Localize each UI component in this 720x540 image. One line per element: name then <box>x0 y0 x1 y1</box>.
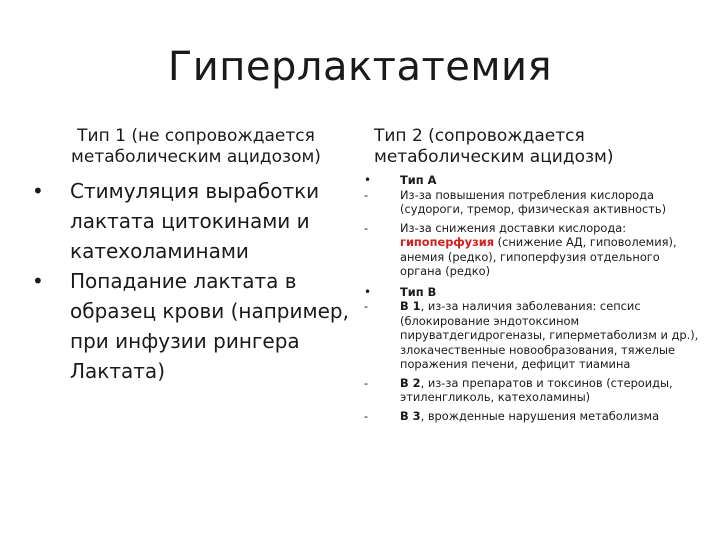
b3-label: В 3 <box>400 408 421 423</box>
dash-icon: - <box>364 408 369 423</box>
b2-description: , из-за препаратов и токсинов (стероиды, этиленгликоль, катехоламины) <box>400 375 673 404</box>
reason-2-suffix: (снижение АД, гиповолемия), анемия (редко), гипоперфузия отдельного органа (редко) <box>400 235 677 278</box>
type-b-label: Тип В <box>400 284 437 299</box>
b1-description: , из-за наличия заболевания: сепсис (блокирование эндотоксином пируватдегидрогеназы, гиперметаболизм и др.), злокачественные новообразования, тяжелые поражения печени, дефицит тиамина <box>400 299 699 371</box>
bullet-icon: • <box>364 173 372 187</box>
dash-icon: - <box>364 220 369 235</box>
reason-2-prefix: Из-за снижения доставки кислорода: <box>400 220 627 235</box>
b3-description: , врожденные нарушения метаболизма <box>420 408 660 423</box>
right-heading-line-1: Тип 2 (сопровождается <box>374 126 585 146</box>
dash-icon: - <box>364 299 369 313</box>
type-a-reason-1: Из-за повышения потребления кислорода (судороги, тремор, физическая активность) <box>400 187 667 216</box>
left-heading-line-2: метаболическим ацидозом) <box>71 147 321 167</box>
type-b1-text <box>400 299 698 371</box>
type-b-sub-item <box>364 376 704 405</box>
left-item-text: Попадание лактата в образец крови (например, при инфузии рингера Лактата) <box>70 269 349 383</box>
right-detail-list <box>364 173 704 423</box>
left-heading-line-1: Тип 1 (не сопровождается <box>77 126 315 146</box>
bullet-icon: • <box>32 269 44 293</box>
hypoperfusion-highlight: гипоперфузия <box>400 235 495 249</box>
type-a-reason-2 <box>400 221 677 279</box>
dash-icon: - <box>364 375 369 390</box>
b2-label: В 2 <box>400 375 421 390</box>
left-list-item <box>32 266 352 386</box>
left-list-item <box>32 176 352 266</box>
type-a-sub-item <box>364 221 704 279</box>
type-b-sub-item <box>364 299 704 372</box>
left-bullet-list <box>32 176 352 386</box>
left-column-heading <box>46 126 346 168</box>
type-b2-text <box>400 376 673 405</box>
slide-title: Гиперлактатемия <box>167 44 553 90</box>
left-item-text: Стимуляция выработки лактата цитокинами и катехоламинами <box>70 179 320 263</box>
type-b-sub-item <box>364 409 704 424</box>
type-a-sub-item <box>364 188 704 217</box>
type-a-label: Тип А <box>400 173 437 187</box>
bullet-icon: • <box>32 179 44 203</box>
right-column-heading <box>374 126 694 168</box>
bullet-icon: • <box>364 284 372 299</box>
dash-icon: - <box>364 187 369 202</box>
type-a-item <box>364 173 704 188</box>
b1-label: В 1 <box>400 299 421 313</box>
type-b-item <box>364 285 704 300</box>
type-b3-text <box>400 409 659 423</box>
right-heading-line-2: метаболическим ацидозм) <box>374 147 614 167</box>
